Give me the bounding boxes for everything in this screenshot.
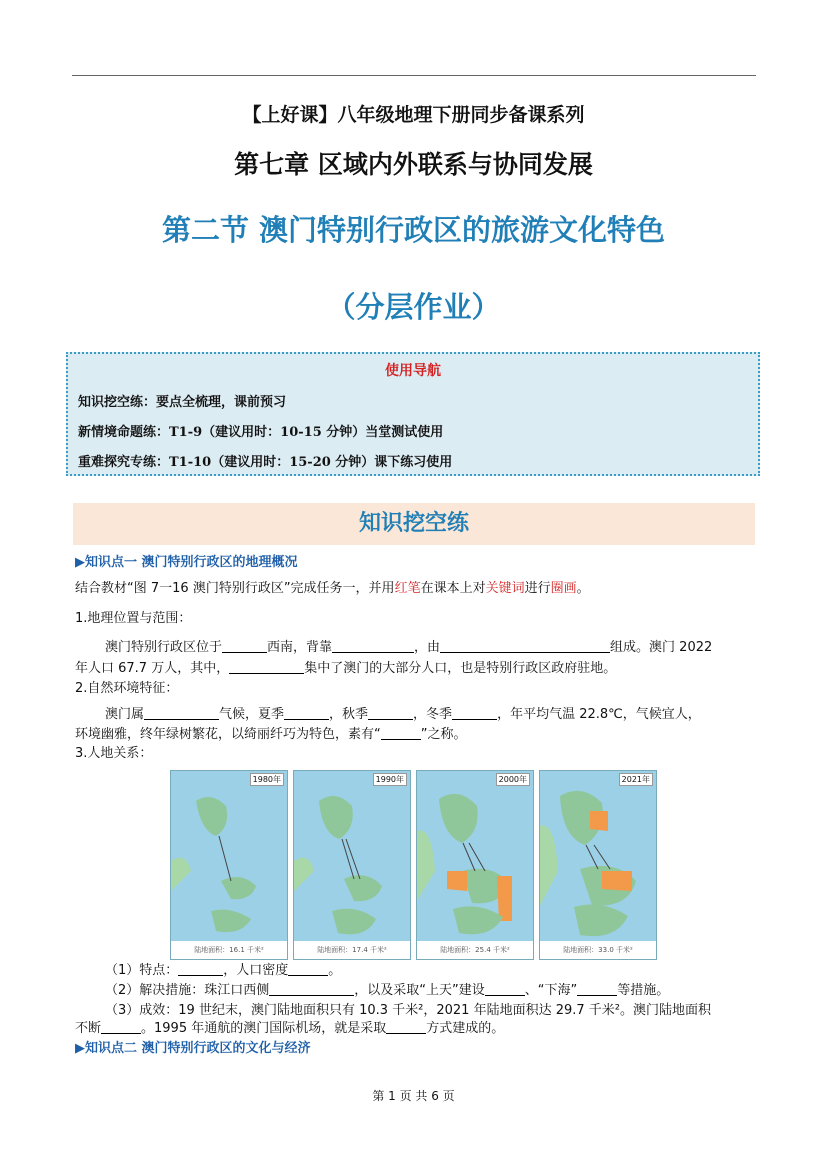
- blank[interactable]: [368, 706, 413, 720]
- section-title: 第二节 澳门特别行政区的旅游文化特色: [161, 213, 666, 247]
- blank[interactable]: [381, 726, 421, 740]
- usage-guide-box: [66, 352, 760, 476]
- blank[interactable]: [144, 706, 219, 720]
- map-caption: 陆地面积：33.0 千米²: [540, 941, 656, 959]
- guide-line: 新情境命题练：T1-9（建议用时：10-15 分钟）当堂测试使用: [78, 425, 444, 440]
- knowledge-point-1-title: ▶知识点一 澳门特别行政区的地理概况: [75, 555, 298, 570]
- map-2000: [416, 770, 534, 960]
- blank[interactable]: [577, 982, 617, 996]
- blank[interactable]: [222, 639, 267, 653]
- question-3: （3）成效：19 世纪末，澳门陆地面积只有 10.3 千米²，2021 年陆地面积达 29.7 千米²。澳门陆地面积: [105, 1003, 712, 1018]
- map-figure: [294, 771, 411, 960]
- knowledge-point-2-title: ▶知识点二 澳门特别行政区的文化与经济: [75, 1041, 311, 1056]
- section-banner: 知识挖空练: [73, 503, 755, 545]
- blank[interactable]: [386, 1020, 426, 1034]
- heading-environment: 2.自然环境特征：: [75, 681, 179, 696]
- map-figure: [171, 771, 288, 960]
- paragraph-location-cont: 年人口 67.7 万人，其中， 集中了澳门的大部分人口，也是特别行政区政府驻地。: [75, 661, 617, 676]
- blank[interactable]: [288, 962, 328, 976]
- blank[interactable]: [178, 962, 223, 976]
- map-caption: 陆地面积：25.4 千米²: [417, 941, 533, 959]
- blank[interactable]: [269, 982, 354, 996]
- chapter-title: 第七章 区域内外联系与协同发展: [234, 150, 593, 179]
- map-figure: [540, 771, 657, 960]
- subtitle: （分层作业）: [326, 290, 501, 324]
- blank[interactable]: [284, 706, 329, 720]
- question-3-cont: 不断 。1995 年通航的澳门国际机场，就是采取 方式建成的。: [75, 1021, 505, 1036]
- map-year: 2021年: [619, 773, 653, 786]
- guide-line: 知识挖空练：要点全梳理，课前预习: [78, 395, 287, 410]
- blank[interactable]: [440, 639, 610, 653]
- map-year: 2000年: [496, 773, 530, 786]
- guide-title: 使用导航: [385, 363, 441, 379]
- series-title: 【上好课】八年级地理下册同步备课系列: [242, 104, 585, 126]
- question-2: （2）解决措施：珠江口西侧 ，以及采取“上天”建设 、“下海” 等措施。: [105, 983, 670, 998]
- map-caption: 陆地面积：17.4 千米²: [294, 941, 410, 959]
- blank[interactable]: [332, 639, 414, 653]
- blank[interactable]: [101, 1020, 141, 1034]
- intro-paragraph: 结合教材“图 7一16 澳门特别行政区”完成任务一，并用红笔在课本上对关键词进行圈画。: [75, 581, 590, 596]
- guide-line: 重难探究专练：T1-10（建议用时：15-20 分钟）课下练习使用: [78, 455, 453, 470]
- map-figure: [417, 771, 534, 960]
- paragraph-environment-cont: 环境幽雅，终年绿树繁花，以绮丽纤巧为特色，素有“ ”之称。: [75, 727, 467, 742]
- blank[interactable]: [229, 660, 304, 674]
- paragraph-environment: 澳门属 气候，夏季 ，秋季 ，冬季 ，年平均气温 22.8℃，气候宜人，: [105, 707, 701, 722]
- heading-location: 1.地理位置与范围：: [75, 611, 192, 626]
- page-footer: 第 1 页 共 6 页: [372, 1089, 455, 1103]
- blank[interactable]: [452, 706, 497, 720]
- map-year: 1990年: [373, 773, 407, 786]
- heading-human-land: 3.人地关系：: [75, 746, 153, 761]
- map-year: 1980年: [250, 773, 284, 786]
- blank[interactable]: [485, 982, 525, 996]
- map-caption: 陆地面积：16.1 千米²: [171, 941, 287, 959]
- paragraph-location: 澳门特别行政区位于 西南，背靠 ，由 组成。澳门 2022: [105, 640, 713, 655]
- map-2021: [539, 770, 657, 960]
- land-reclamation-maps: [170, 770, 658, 960]
- header-rule: [72, 75, 756, 76]
- map-1980: [170, 770, 288, 960]
- map-1990: [293, 770, 411, 960]
- question-1: （1）特点： ，人口密度 。: [105, 963, 342, 978]
